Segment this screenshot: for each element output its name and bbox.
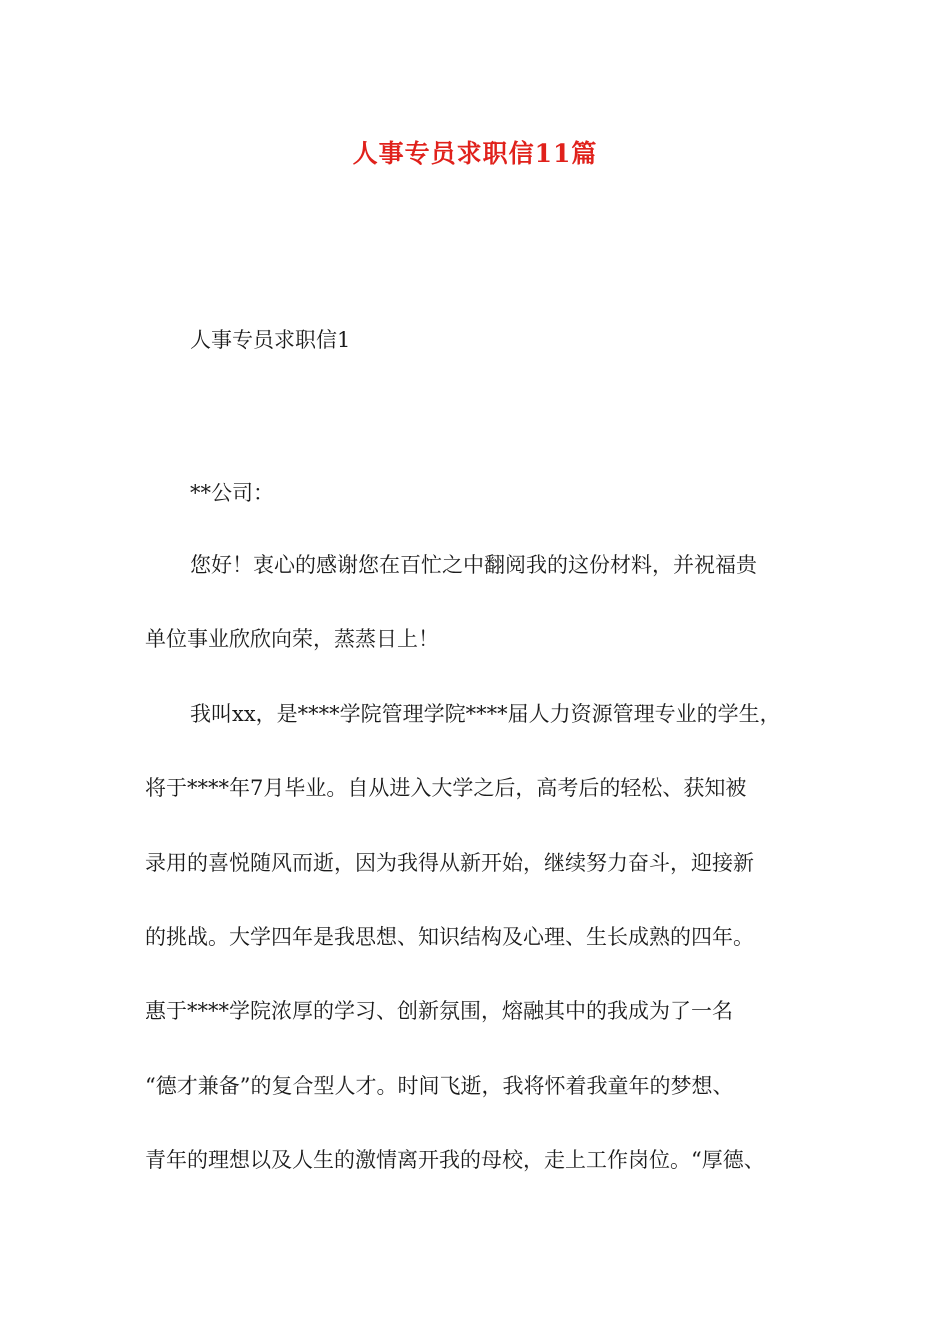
document-title: 人事专员求职信11篇 — [352, 139, 598, 168]
body-line: 将于****年7月毕业。自从进入大学之后，高考后的轻松、获知被 — [145, 776, 747, 800]
body-line: 我叫xx，是****学院管理学院****届人力资源管理专业的学生， — [190, 702, 781, 726]
body-line: 录用的喜悦随风而逝，因为我得从新开始，继续努力奋斗，迎接新 — [145, 851, 754, 875]
body-line: 您好！衷心的感谢您在百忙之中翻阅我的这份材料，并祝福贵 — [190, 553, 757, 577]
body-line: 的挑战。大学四年是我思想、知识结构及心理、生长成熟的四年。 — [145, 925, 754, 949]
body-line: 惠于****学院浓厚的学习、创新氛围，熔融其中的我成为了一名 — [145, 999, 733, 1023]
section-heading: 人事专员求职信1 — [190, 328, 351, 352]
body-line: “德才兼备”的复合型人才。时间飞逝，我将怀着我童年的梦想、 — [145, 1074, 734, 1098]
body-line: 单位事业欣欣向荣，蒸蒸日上！ — [145, 627, 439, 651]
salutation: **公司： — [190, 481, 274, 505]
body-line: 青年的理想以及人生的激情离开我的母校，走上工作岗位。“厚德、 — [145, 1148, 765, 1172]
